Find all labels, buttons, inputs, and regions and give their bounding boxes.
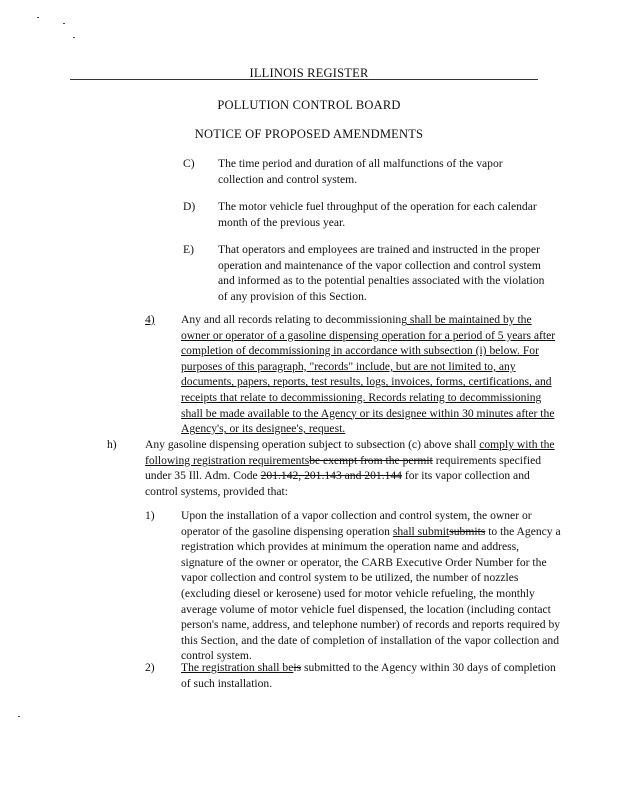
board-title: POLLUTION CONTROL BOARD [217, 98, 401, 112]
item-2-label: 2) [145, 661, 155, 674]
subsection-h-deleted-2: 201.142, 201.143 and 201.144 [260, 469, 402, 483]
subsection-h-deleted-1: be exempt from the permit [309, 453, 433, 467]
item-1-inserted: shall submit [392, 524, 450, 538]
paragraph-4-existing-text: Any and all records relating to decommissioning [181, 313, 408, 326]
scan-speck [37, 17, 39, 18]
subsection-h-inserted-1: comply with the following registration requirements [145, 438, 555, 467]
subsection-h-existing-3: for its vapor collection and control systems, provided that: [145, 469, 530, 498]
header-divider [70, 79, 538, 80]
paragraph-4-text [181, 312, 563, 437]
item-d-label: D) [183, 200, 196, 213]
notice-title: NOTICE OF PROPOSED AMENDMENTS [194, 127, 424, 141]
item-1-existing-2: to the Agency a registration which provides at minimum the operation name and address, signature of the owner or operator, the CARB Executive Order Number for the vapor collection and control system to be utilized, the number of nozzles (excluding diesel or kerosene) used for motor vehicle refueling, the monthly average volume of motor vehicle fuel dispensed, the location (including contact person's name, address, and telephone number) of records and reports required by this Section, and the date of completion of installation of the vapor collection and control system. [181, 524, 561, 663]
paragraph-4-inserted-text: shall be maintained by the owner or operator of a gasoline dispensing operation for a period of 5 years after completion of decommissioning in accordance with subsection (i) below. For purposes of this paragraph, "records" include, but are not limited to, any documents, papers, reports, test results, logs, invoices, forms, certifications, and receipts that relate to decommissioning. Records relating to decommissioning shall be made available to the Agency or its designee within 30 minutes after the Agency's, or its designee's, request. [181, 313, 556, 436]
scan-speck [63, 23, 65, 24]
item-c-label: C) [183, 157, 195, 170]
subsection-h-text [145, 437, 557, 499]
item-c-text: The time period and duration of all malfunctions of the vapor collection and control system. [218, 157, 503, 186]
item-1-label: 1) [145, 509, 155, 522]
subsection-h-label: h) [107, 438, 117, 451]
scan-speck [73, 37, 75, 38]
paragraph-4-label: 4) [145, 313, 155, 326]
item-1-text [181, 508, 563, 664]
register-title: ILLINOIS REGISTER [249, 66, 369, 80]
item-d-text: The motor vehicle fuel throughput of the operation for each calendar month of the previous year. [218, 200, 537, 229]
item-2-text [181, 660, 563, 691]
item-2-existing: submitted to the Agency within 30 days of completion of such installation. [181, 661, 556, 690]
item-2-deleted: is [293, 661, 302, 674]
item-1-existing-1: Upon the installation of a vapor collection and control system, the owner or operator of the gasoline dispensing operation [181, 509, 532, 538]
subsection-h-existing-1: Any gasoline dispensing operation subject to subsection (c) above shall [145, 438, 480, 451]
item-e-text: That operators and employees are trained and instructed in the proper operation and maintenance of the vapor collection and control system and informed as to the potential penalties associated with the violation of any provision of this Section. [218, 243, 545, 303]
subsection-h-existing-2: requirements specified under 35 Ill. Adm. Code [145, 453, 542, 483]
item-1-deleted: submits [449, 524, 486, 538]
item-e-label: E) [183, 243, 194, 256]
item-2-inserted: The registration shall be [181, 661, 294, 674]
scan-speck [18, 716, 20, 717]
